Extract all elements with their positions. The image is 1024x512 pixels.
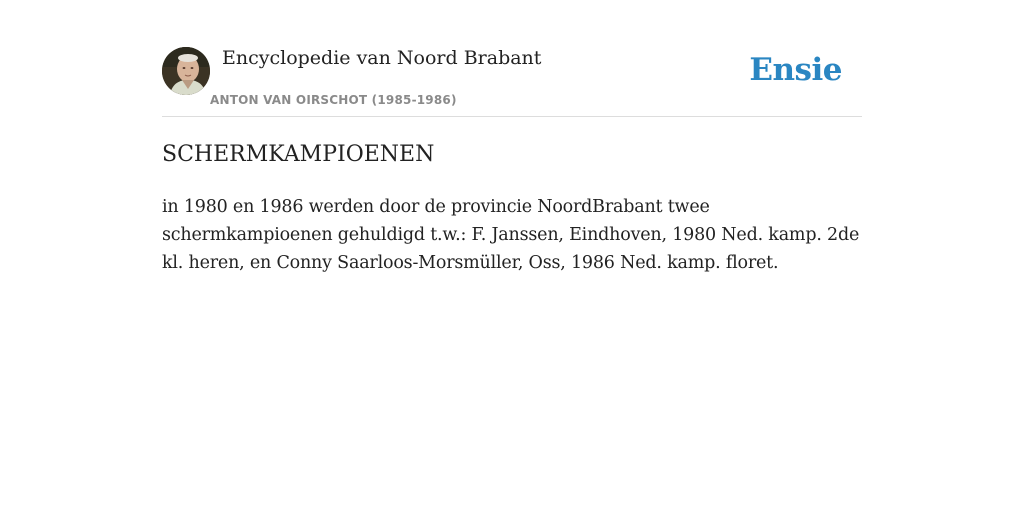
author-avatar[interactable] [162, 47, 210, 95]
ensie-logo[interactable]: Ensie [749, 52, 842, 88]
entry-body: in 1980 en 1986 werden door de provincie NoordBrabant twee schermkampioenen gehuldigd t.w.: F. Janssen, Eindhoven, 1980 Ned. kamp. 2de kl. heren, en Conny Saarloos-Morsmüller, Oss, 1986 Ned. kamp. floret. [162, 197, 860, 273]
entry-title: SCHERMKAMPIOENEN [162, 142, 435, 167]
article-header [162, 46, 862, 117]
author-portrait-icon [162, 47, 210, 95]
author-name[interactable]: ANTON VAN OIRSCHOT (1985-1986) [210, 93, 457, 107]
encyclopedia-title[interactable]: Encyclopedie van Noord Brabant [222, 47, 542, 69]
